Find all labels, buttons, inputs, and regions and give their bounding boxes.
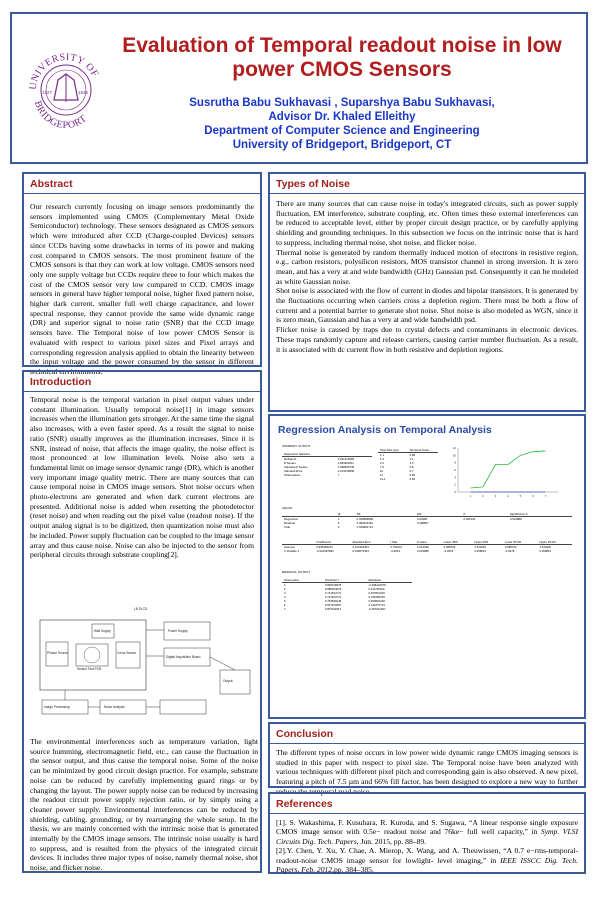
chart-y-tick-label: 8 xyxy=(454,460,456,465)
abstract-heading: Abstract xyxy=(24,174,260,194)
coef-cell: -0.0978 xyxy=(504,549,515,553)
anova-cell: MS xyxy=(415,512,461,517)
coef-cell: -0.0978 xyxy=(443,549,454,553)
chart-series-line-2 xyxy=(471,451,546,488)
coef-cell: 1.543330 xyxy=(474,545,486,549)
residual-cell: 7 xyxy=(284,607,286,611)
anova-cell: Regression xyxy=(284,517,299,521)
poster-header xyxy=(10,12,588,164)
input-cell: 11 xyxy=(380,473,383,477)
types-paragraph-3: Shot noise is associated with the flow of current in diodes and bipolar transistors. It is generated by the fluctuations occurring when carriers cross a depletion region. There must be both a flow of current and a potential barrier to generate shot noise. Shot noise is also modeled as WGN, since it is zero mean, Gaussian and has a very at and wide bandwidth psd. xyxy=(276,286,578,325)
diagram-title: LB SLCD xyxy=(134,607,148,611)
anova-cell: Residual xyxy=(284,521,295,525)
advisor: Advisor Dr. Khaled Elleithy xyxy=(268,111,416,123)
chart-x-tick-label: 5 xyxy=(519,494,522,498)
conclusion-heading: Conclusion xyxy=(270,724,584,744)
chart-x-tick-label: 6 xyxy=(532,494,534,498)
coef-cell: -0.6813 xyxy=(390,549,400,553)
anova-cell: df xyxy=(336,512,355,517)
anova-cell: Total xyxy=(284,525,290,529)
anova-cell: 0.098807 xyxy=(417,521,429,525)
residual-cell: 0.741814771 xyxy=(324,595,342,599)
input-cell: 0.66 xyxy=(409,477,416,481)
coef-cell: t Stat xyxy=(388,540,415,545)
anova-row xyxy=(282,525,572,529)
input-cell: 1.1 xyxy=(409,457,414,461)
anova-cell: 0.466136 xyxy=(463,517,476,521)
anova-cell: 0.524888 xyxy=(509,517,522,521)
anova-table xyxy=(282,512,572,529)
university-seal-icon xyxy=(26,32,104,142)
types-of-noise-section xyxy=(268,172,586,412)
coef-row xyxy=(282,549,572,553)
anova-cell xyxy=(415,525,461,529)
stats-cell: 0.084923211 xyxy=(337,461,354,465)
abstract-section xyxy=(22,172,262,376)
references-heading: References xyxy=(270,794,584,814)
chart-y-tick-label: 2 xyxy=(454,482,456,487)
stats-cell: Adjusted R Square xyxy=(284,465,308,469)
coef-cell: X Variable 1 xyxy=(284,549,300,553)
abstract-text: Our research currently focusing on image sensors predominantly the sensors implemented using CMOS (Complementary Metal Oxide Semiconductor) technology. These sensors designated as CMOS sensors which were introduced after CCD (Charge-coupled Devices) sensors since CCDs having some drawbacks in terms of its power and making cost compared to CMOS sensors. The most prominent feature of the CMOS sensors is that they can work at low voltage. CMOS sensors need only one supply voltage but CCDs require three to four which makes the cost of the CMOS sensor very low compared to CCD. CMOS image sensors in general have higher temporal noise, higher fixed pattern noise, higher dark current, smaller full well charge capacitance, and lower spectral response, they cannot provide the same wide dynamic range (DR) and superior signal to noise ratio (SNR) that the CCD image sensors have. The Temporal noise of low power CMOS Sensor is evaluated with respect to various pixel sizes and Pixel arrays and corresponding regression analysis applied to obtain the linearity between the input voltage and the power consumed by the sensor in different technical environments. xyxy=(30,202,254,376)
residual-cell: 4 xyxy=(284,595,286,599)
coef-cell: 0.244302363 xyxy=(352,545,369,549)
residual-cell: 6 xyxy=(284,603,286,607)
input-cell: 11.2 xyxy=(380,477,386,481)
residual-cell: 1 xyxy=(284,583,286,587)
anova-cell: F xyxy=(461,512,507,517)
coef-cell: 0.013338 xyxy=(417,545,429,549)
stats-cell: Standard Error xyxy=(284,469,303,473)
conclusion-text: The different types of noise occurs in low power wide dynamic range CMOS imaging sensors is studied in this paper with respect to pixel size. The Temporal noise have been analyzed with various techniques with different pixel pitch and corresponding gain is also observed. A new pixel, featuring a pitch of 7.5 µm and 66% fill factor, has been designed to explore a new way to further reduce the temporal read noise. xyxy=(276,748,578,796)
department: Department of Computer Science and Engineering xyxy=(204,125,480,137)
anova-cell: 0.539881714 xyxy=(356,525,373,529)
coef-cell: 0.058823 xyxy=(539,549,552,553)
diagram-power-supply: Power Supply xyxy=(168,629,188,633)
coef-cell: 0.958460279 xyxy=(316,545,333,549)
types-paragraph-2: Thermal noise is generated by random thermally induced motion of electrons in resistive region, e.g., carbon resistors, polysilicon resistors, MOS transistor channel in strong inversion. It is zero mean, and has a very at and wide bandwidth (GHz) Gaussian psd. Consequently it can be modeled as white Gaussian noise. xyxy=(276,247,578,286)
coef-cell: Upper 95.0% xyxy=(537,540,572,545)
regression-stats-table xyxy=(282,452,372,477)
chart-y-tick-label: 4 xyxy=(454,475,456,480)
seal-year-right: 1936 xyxy=(78,90,89,95)
anova-cell: 6 xyxy=(337,525,340,529)
diagram-output: Output xyxy=(223,679,233,683)
chart-x-tick-label: 2 xyxy=(482,494,484,498)
regression-output-sheet xyxy=(278,440,578,712)
coef-cell: 0.388763 xyxy=(443,545,456,549)
input-cell: 10 xyxy=(380,469,384,473)
chart-x-tick-label: 3 xyxy=(494,494,497,498)
chart-x-tick-label: 4 xyxy=(507,494,509,498)
coef-cell: Standard Error xyxy=(350,540,388,545)
input-cell: Pixel Size (µm) xyxy=(378,448,408,453)
chart-x-tick-label: 1 xyxy=(469,494,472,498)
residual-cell: 2 xyxy=(284,587,286,591)
diagram-noise-analysis: Noise Analysis xyxy=(104,705,125,709)
anova-cell: 5 xyxy=(337,521,340,525)
residual-row xyxy=(282,607,412,611)
diagram-photon-source: Photon Source xyxy=(47,651,69,655)
anova-cell: Significance F xyxy=(508,512,572,517)
residual-cell: Residuals xyxy=(366,578,412,583)
residual-cell: 0.741814771 xyxy=(324,591,342,595)
residual-cell: 0.896418378 xyxy=(324,583,342,587)
coef-cell: 0.524888 xyxy=(417,549,429,553)
coef-cell: Coefficients xyxy=(314,540,350,545)
input-data-table xyxy=(378,448,438,481)
authors: Susrutha Babu Sukhavasi , Suparshya Babu Sukhavasi, xyxy=(189,97,495,109)
stats-cell: 0.098840746 xyxy=(337,465,355,469)
poster-title: Evaluation of Temporal readout noise in low power CMOS Sensors xyxy=(122,34,562,81)
anova-cell: SS xyxy=(355,512,415,517)
coef-cell: Lower 95.0% xyxy=(503,540,538,545)
residual-cell: 0.457816229 xyxy=(368,591,385,595)
diagram-sensor-pcb: Sensor Test PCB xyxy=(77,667,102,671)
anova-title: ANOVA xyxy=(282,506,293,510)
coef-cell: 0.058823 xyxy=(474,549,486,553)
input-cell: 1.4 xyxy=(380,457,384,461)
types-paragraph-4: Flicker noise is caused by traps due to crystal defects and contaminants in electronic devices. These traps randomly capture and release carriers, causing carrier number fluctuation. As a result, it is associated with dc current flow in both resistive and depletion regions. xyxy=(276,325,578,354)
residual-cell: 0.158185229 xyxy=(368,595,385,599)
input-cell: 2.2 xyxy=(380,461,384,465)
residual-cell: 0.053816248 xyxy=(368,599,385,603)
residual-cell: 0.888204678 xyxy=(324,587,342,591)
chart-x-tick-label: 7 xyxy=(544,494,547,498)
input-cell: 0.85 xyxy=(409,473,416,477)
svg-text:BRIDGEPORT: BRIDGEPORT xyxy=(31,99,90,132)
stats-cell: 0.291415985 xyxy=(337,457,355,461)
stats-cell: R Square xyxy=(284,461,296,465)
input-cell: 1.1 xyxy=(380,453,384,457)
coef-cell: 0.388763 xyxy=(504,545,517,549)
stats-cell: Regression Statistics xyxy=(282,452,336,457)
stats-cell: 7 xyxy=(337,473,340,477)
summary-output-title: SUMMARY OUTPUT xyxy=(282,444,311,448)
reference-1: [1]. S. Wakashima, F. Kusuhara, R. Kuroda, and S. Sugawa, “A linear response single exposure CMOS image sensor with 0.5e− readout noise and 76ke− full well capacity,” in Symp. VLSI Circuits Dig. Tech. Papers, Jun. 2015, pp. 88–89. xyxy=(276,818,578,846)
anova-cell xyxy=(461,525,507,529)
introduction-text-2: The environmental interferences such as temperature variation, light source humming, electromagnetic field, etc., can cause the fluctuation in the sensor output, and thus cause the temporal noise. Some of the noise can be minimized by good circuit design practice. For example, substrate noise can be reduced by carefully implementing guard rings or by changing the layout. The power supply noise can be reduced by increasing the readout circuit power supply rejection ratio, or by simply using a cleaner power supply. Environmental interferences can be reduced by shielding, cabling, grounding, or by rearranging the whole setup. In the thesis, we are mainly concerned with the intrinsic noise that is generated internally by the CMOS image sensors. The intrinsic noise usually is hard to suppress, and is resulted from the physics of the integrated circuit devices. It includes three major types of noise, namely thermal noise, shot noise, and flicker noise. xyxy=(30,737,258,873)
residual-cell: Observation xyxy=(282,578,323,583)
coef-cell: Upper 95% xyxy=(472,540,503,545)
residual-cell: Predicted Y xyxy=(323,578,367,583)
residual-table xyxy=(282,578,412,611)
coef-cell: 1.543330 xyxy=(539,545,552,549)
chart-y-tick-label: 0 xyxy=(454,490,456,494)
residual-cell: 0.753816248 xyxy=(324,599,342,603)
university: University of Bridgeport, Bridgeport, CT xyxy=(232,139,452,151)
diagram-daq-board: Digital Acquisition Board xyxy=(166,655,201,659)
coef-cell: Lower 95% xyxy=(442,540,473,545)
introduction-heading: Introduction xyxy=(24,372,260,392)
input-cell: 0.8 xyxy=(409,465,414,469)
anova-cell: 0.04685 xyxy=(417,517,428,521)
anova-cell: 1 xyxy=(337,517,340,521)
stats-cell: Observations xyxy=(284,473,301,477)
measurement-setup-diagram xyxy=(30,604,256,722)
regression-heading: Regression Analysis on Temporal Analysis xyxy=(278,424,492,436)
seal-year-left: 1927 xyxy=(42,90,53,95)
anova-cell: 0.494032464 xyxy=(356,521,373,525)
introduction-text-1: Temporal noise is the temporal variation in pixel output values under constant illumination. Usually temporal noise[1] in image sensors increases when the illumination gets stronger. At the same time the signal also increases, with a even faster speed. As a result the signal to noise ratio (SNR) usually improves as the illumination increases. Since it is SNR, instead of noise, that affects the image quality, the noise effect is most pronounced at low illumination levels. Noise also sets a fundamental limit on image sensor dynamic range (DR), which is another very important image quality metric. There are many sources that can cause temporal noise in CMOS image sensors. Shot noise occurs when photo-electrons are generated and when dark current electrons are presented. Additional noise is added when resetting the photodetector (reset noise) and when reading out the pixel value (readout noise). If the output analog signal is to be digitized, then quantization noise must also be included. Power supply fluctuation can be coupled to the image sensor array and thus cause noise. Noise can also be injected to the sensor from peripheral circuits through substrate coupling[2]. xyxy=(30,395,254,560)
residual-cell: -0.057611847 xyxy=(368,607,386,611)
types-paragraph-1: There are many sources that can cause noise in today's integrated circuits, such as power supply fluctuation, EM interference, substrate coupling, etc. Often times these external interferences can be reduced to acceptable level, either by proper circuit design practice, or by carefully applying shielding and grounding techniques. In this subsection we focus on the intrinsic noise that is hard to suppress, including thermal noise, shot noise, and flicker noise. xyxy=(276,199,578,247)
residual-cell: 0.807611847 xyxy=(324,607,341,611)
anova-cell: 0.046889868 xyxy=(356,517,373,521)
types-heading: Types of Noise xyxy=(270,174,584,194)
input-row xyxy=(378,477,438,481)
coef-cell: P-value xyxy=(415,540,442,545)
svg-text:UNIVERSITY OF: UNIVERSITY OF xyxy=(27,51,101,91)
reference-2: [2].Y. Chen, Y. Xu, Y. Chae, A. Mierop, X. Wang, and A. Theuwissen, “A 0.7 e−rms-temporal-readout-noise CMOS image sensor for lowlight- level imaging,” in IEEE ISSCC Dig. Tech. Papers, Feb. 2012,pp. 384–385. xyxy=(276,846,578,875)
coef-cell: 0.030075463 xyxy=(352,549,369,553)
residual-cell: 5 xyxy=(284,599,286,603)
anova-cell xyxy=(508,525,572,529)
residual-cell: 0.807570287 xyxy=(324,603,342,607)
coef-cell: 3.752221 xyxy=(390,545,403,549)
chart-y-tick-label: 10 xyxy=(452,453,456,458)
chart-y-tick-label: 12 xyxy=(452,446,456,450)
coef-cell: Intercept xyxy=(284,545,295,549)
references-section xyxy=(268,792,586,874)
residual-cell: 0.134475713 xyxy=(368,603,385,607)
regression-chart xyxy=(446,444,566,502)
input-cell: 0.86 xyxy=(409,453,416,457)
residual-cell: 0.211795322 xyxy=(368,587,385,591)
regression-section xyxy=(268,414,586,719)
stats-cell: Multiple R xyxy=(284,457,297,461)
diagram-image-processing: Image Processing xyxy=(44,705,70,709)
input-cell: 1.3 xyxy=(409,461,414,465)
residual-cell: 3 xyxy=(284,591,286,595)
residual-cell: -0.036418378 xyxy=(368,583,386,587)
residual-output-title: RESIDUAL OUTPUT xyxy=(282,570,311,574)
coefficients-table xyxy=(282,540,572,553)
input-cell: 7.5 xyxy=(380,465,384,469)
stats-cell: 0.314418658 xyxy=(337,469,355,473)
coef-cell: -0.020487893 xyxy=(316,549,334,553)
diagram-cmos-sensor: Cmos Sensor xyxy=(117,651,137,655)
conclusion-section xyxy=(268,722,586,796)
diagram-wall-supply: Wall Supply xyxy=(94,629,111,633)
input-cell: 0.7 xyxy=(409,469,414,473)
introduction-section xyxy=(22,370,262,873)
chart-y-tick-label: 6 xyxy=(454,468,456,472)
input-cell: Temporal Noise xyxy=(408,448,438,453)
stats-row xyxy=(282,473,372,477)
